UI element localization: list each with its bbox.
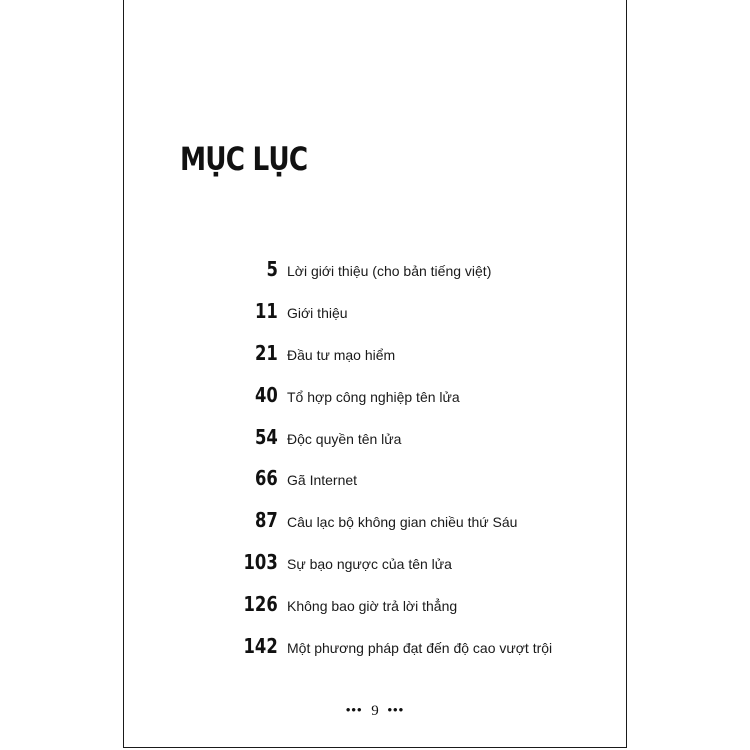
toc-chapter-title: Lời giới thiệu (cho bản tiếng việt) (287, 263, 492, 279)
toc-chapter-title: Độc quyền tên lửa (287, 431, 402, 447)
page-footer (0, 703, 750, 720)
toc-entry (0, 634, 750, 664)
toc-entry (0, 550, 750, 580)
toc-page-number: 87 (255, 508, 278, 532)
toc-entry (0, 383, 750, 413)
toc-chapter-title: Không bao giờ trả lời thẳng (287, 598, 458, 614)
toc-page-number: 126 (243, 592, 278, 616)
toc-page-number: 66 (255, 466, 278, 490)
toc-chapter-title: Một phương pháp đạt đến độ cao vượt trội (287, 640, 553, 656)
toc-page-number: 54 (255, 425, 278, 449)
toc-page-number: 5 (266, 257, 278, 281)
toc-chapter-title: Câu lạc bộ không gian chiều thứ Sáu (287, 514, 518, 530)
toc-chapter-title: Tổ hợp công nghiệp tên lửa (287, 389, 460, 405)
toc-page-number: 21 (255, 341, 278, 365)
toc-entry (0, 299, 750, 329)
footer-dots-left: ••• (345, 702, 363, 717)
toc-entry (0, 341, 750, 371)
toc-entry (0, 508, 750, 538)
toc-chapter-title: Giới thiệu (287, 305, 348, 321)
toc-chapter-title: Sự bạo ngược của tên lửa (287, 556, 452, 572)
toc-entry (0, 466, 750, 496)
toc-chapter-title: Đầu tư mạo hiểm (287, 347, 396, 363)
toc-page-number: 142 (243, 634, 278, 658)
footer-dots-right: ••• (387, 702, 405, 717)
toc-page-number: 40 (255, 383, 278, 407)
page-title: MỤC LỤC (180, 140, 308, 178)
toc-chapter-title: Gã Internet (287, 472, 358, 488)
toc-entry (0, 592, 750, 622)
toc-page-number: 103 (243, 550, 278, 574)
toc-entry (0, 257, 750, 287)
toc-entry (0, 425, 750, 455)
page-number: 9 (371, 703, 379, 719)
toc-page-number: 11 (255, 299, 278, 323)
